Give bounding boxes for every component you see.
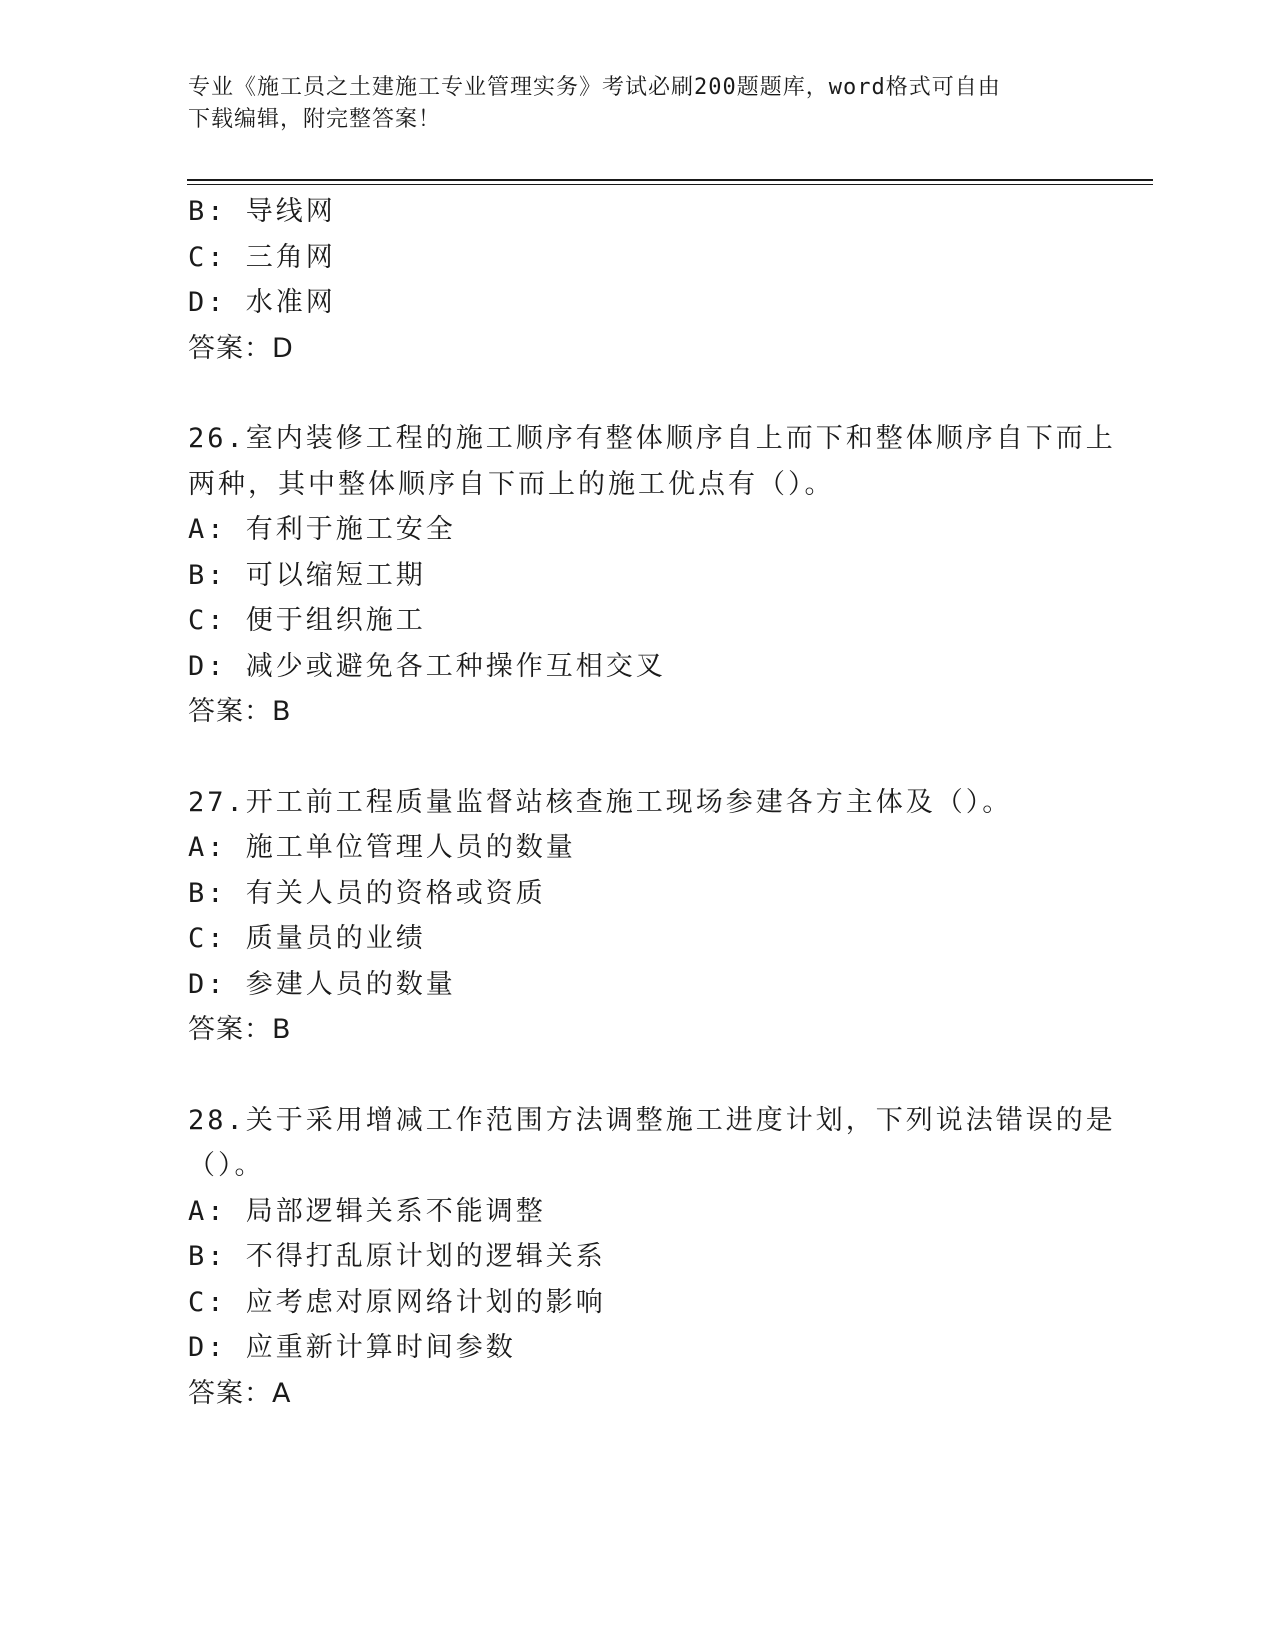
question-25-tail bbox=[188, 189, 1088, 371]
option-d: D: 应重新计算时间参数 bbox=[188, 1332, 516, 1363]
question-list bbox=[188, 189, 1116, 1416]
document-header bbox=[188, 72, 1088, 136]
header-divider-thick bbox=[187, 179, 1153, 181]
option-c: C: 三角网 bbox=[188, 241, 336, 273]
option-c: C: 质量员的业绩 bbox=[188, 923, 426, 954]
option-d: D: 水准网 bbox=[188, 287, 336, 318]
option-b: B: 可以缩短工期 bbox=[188, 559, 426, 591]
header-line-2: 下载编辑，附完整答案！ bbox=[188, 107, 442, 132]
option-b: B: 不得打乱原计划的逻辑关系 bbox=[188, 1241, 606, 1272]
question-text-line-1: 28.关于采用增减工作范围方法调整施工进度计划，下列说法错误的是 bbox=[188, 1104, 1116, 1136]
question-text-line-1: 26.室内装修工程的施工顺序有整体顺序自上而下和整体顺序自下而上 bbox=[188, 423, 1116, 454]
option-c: C: 应考虑对原网络计划的影响 bbox=[188, 1286, 606, 1318]
option-a: A: 局部逻辑关系不能调整 bbox=[188, 1195, 546, 1227]
answer: 答案：B bbox=[188, 1014, 292, 1045]
option-d: D: 减少或避免各工种操作互相交叉 bbox=[188, 650, 666, 682]
option-a: A: 有利于施工安全 bbox=[188, 514, 456, 545]
option-b: B: 有关人员的资格或资质 bbox=[188, 877, 546, 909]
question-text-line-1: 27.开工前工程质量监督站核查施工现场参建各方主体及（）。 bbox=[188, 786, 1013, 818]
option-d: D: 参建人员的数量 bbox=[188, 968, 456, 1000]
question-27 bbox=[188, 780, 1088, 1053]
answer: 答案：A bbox=[188, 1377, 292, 1409]
question-text-line-2: 两种，其中整体顺序自下而上的施工优点有（）。 bbox=[188, 468, 835, 500]
option-c: C: 便于组织施工 bbox=[188, 605, 426, 636]
answer: 答案：D bbox=[188, 332, 294, 364]
header-line-1: 专业《施工员之土建施工专业管理实务》考试必刷200题题库，word格式可自由 bbox=[188, 75, 1001, 100]
option-a: A: 施工单位管理人员的数量 bbox=[188, 832, 576, 863]
question-26 bbox=[188, 416, 1116, 735]
option-b: B: 导线网 bbox=[188, 196, 336, 227]
header-divider-thin bbox=[187, 184, 1153, 185]
question-text-line-2: （）。 bbox=[188, 1150, 265, 1181]
answer: 答案：B bbox=[188, 696, 292, 727]
question-28 bbox=[188, 1098, 1116, 1417]
